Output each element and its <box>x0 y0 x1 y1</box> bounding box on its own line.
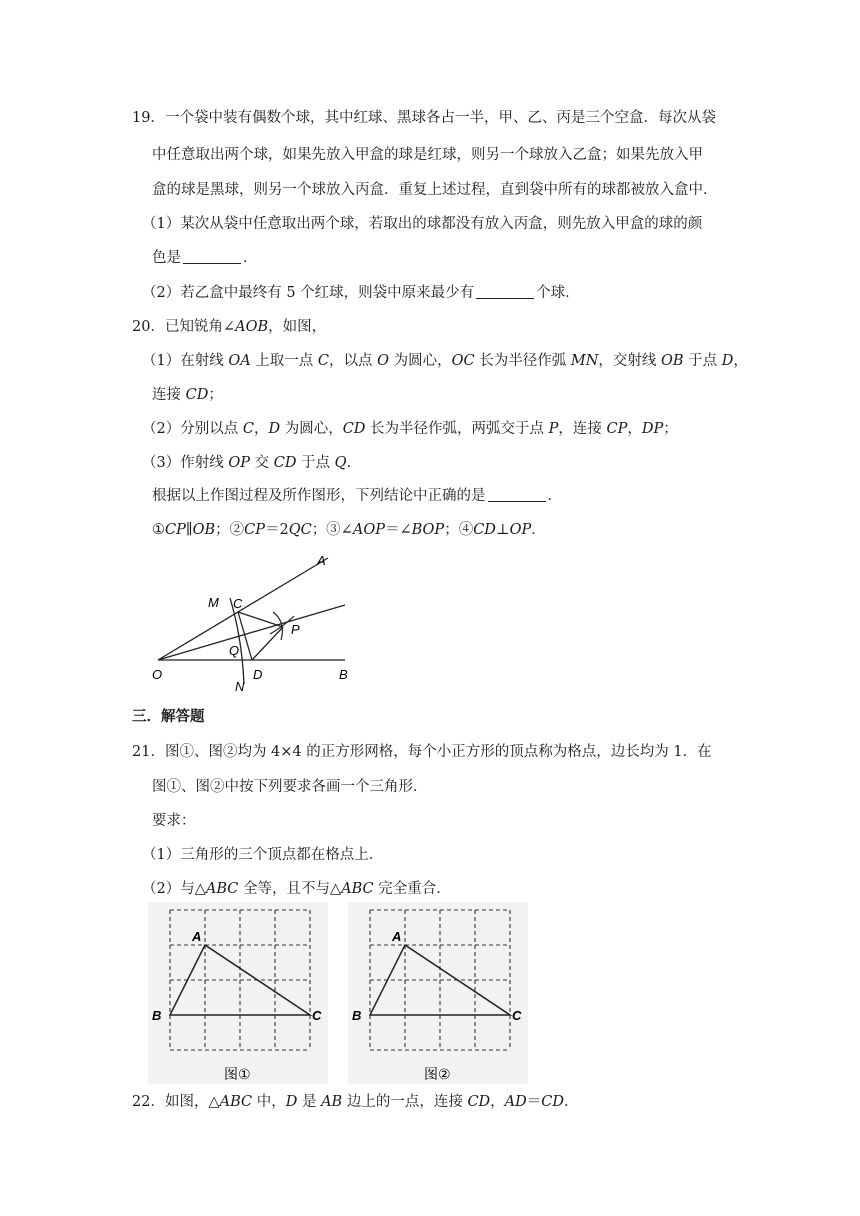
figure-caption-1: 图① <box>224 1066 251 1082</box>
figure-background <box>348 902 528 1084</box>
q20-step1-line-1: （1）在射线 OA 上取一点 C，以点 O 为圆心，OC 长为半径作弧 MN，交射线 OB 于点 D， <box>142 353 748 369</box>
label-a: A <box>392 929 402 944</box>
label-b: B <box>339 667 348 682</box>
q21-requirement-1: （1）三角形的三个顶点都在格点上． <box>142 847 384 863</box>
label-b: B <box>152 1008 162 1023</box>
q20-angle-construction-figure <box>150 548 355 694</box>
q20-step1-line-2: 连接 CD； <box>152 387 223 403</box>
q19-number: 19． <box>132 110 165 126</box>
label-b: B <box>352 1008 362 1023</box>
label-d: D <box>253 667 263 682</box>
figure-background <box>148 902 328 1084</box>
section-heading: 三．解答题 <box>132 709 205 725</box>
label-c: C <box>233 596 243 611</box>
figure-caption-2: 图② <box>424 1066 451 1082</box>
label-a: A <box>317 553 326 568</box>
q20-step2: （2）分别以点 C，D 为圆心，CD 长为半径作弧，两弧交于点 P，连接 CP，DP； <box>142 421 678 437</box>
q20-question: 根据以上作图过程及所作图形，下列结论中正确的是 ． <box>152 488 562 504</box>
q19-line-2: 中任意取出两个球，如果先放入甲盒的球是红球，则另一个球放入乙盒；如果先放入甲 <box>152 147 703 163</box>
q21-requirement-2: （2）与△ABC 全等，且不与△ABC 完全重合． <box>142 881 451 897</box>
q20-options: ①CP∥OB；②CP＝2QC；③∠AOP＝∠BOP；④CD⊥OP． <box>152 522 546 538</box>
q19-part1-line-2: 色是 ． <box>152 250 258 266</box>
label-o: O <box>152 667 163 682</box>
q19-line-1: 19．一个袋中装有偶数个球，其中红球、黑球各占一半，甲、乙、丙是三个空盒．每次从袋 <box>132 110 716 126</box>
label-p: P <box>291 622 300 637</box>
q21-requirements-label: 要求： <box>152 813 196 829</box>
answer-blank <box>183 249 241 264</box>
q21-line-2: 图①、图②中按下列要求各画一个三角形． <box>152 779 428 795</box>
label-n: N <box>235 679 245 694</box>
grid-figure-1 <box>148 902 328 1084</box>
q20-step3: （3）作射线 OP 交 CD 于点 Q． <box>142 455 362 471</box>
label-q: Q <box>229 643 240 658</box>
label-c: C <box>312 1008 322 1023</box>
ray-op <box>158 605 345 660</box>
q20-number: 20． <box>132 319 165 335</box>
q22-line-1: 22．如图，△ABC 中，D 是 AB 边上的一点，连接 CD，AD＝CD． <box>132 1094 579 1110</box>
answer-blank <box>476 284 534 299</box>
label-c: C <box>512 1008 522 1023</box>
answer-blank <box>488 487 546 502</box>
label-a: A <box>192 929 202 944</box>
q21-line-1: 21．图①、图②均为 4×4 的正方形网格，每个小正方形的顶点称为格点，边长均为 1．在 <box>132 744 712 760</box>
q21-number: 21． <box>132 744 165 760</box>
q22-number: 22． <box>132 1094 165 1110</box>
q19-line-3: 盒的球是黑球，则另一个球放入丙盒．重复上述过程，直到袋中所有的球都被放入盒中． <box>152 182 718 198</box>
q19-part1-line-1: （1）某次从袋中任意取出两个球，若取出的球都没有放入丙盒，则先放入甲盒的球的颜 <box>142 216 703 232</box>
label-m: M <box>208 595 219 610</box>
q19-part2: （2）若乙盒中最终有 5 个红球，则袋中原来最少有 个球． <box>142 285 580 301</box>
grid-figure-2 <box>348 902 528 1084</box>
segment-dp <box>252 627 283 660</box>
q20-intro: 20．已知锐角∠AOB，如图， <box>132 319 327 335</box>
ray-oa <box>158 558 328 660</box>
